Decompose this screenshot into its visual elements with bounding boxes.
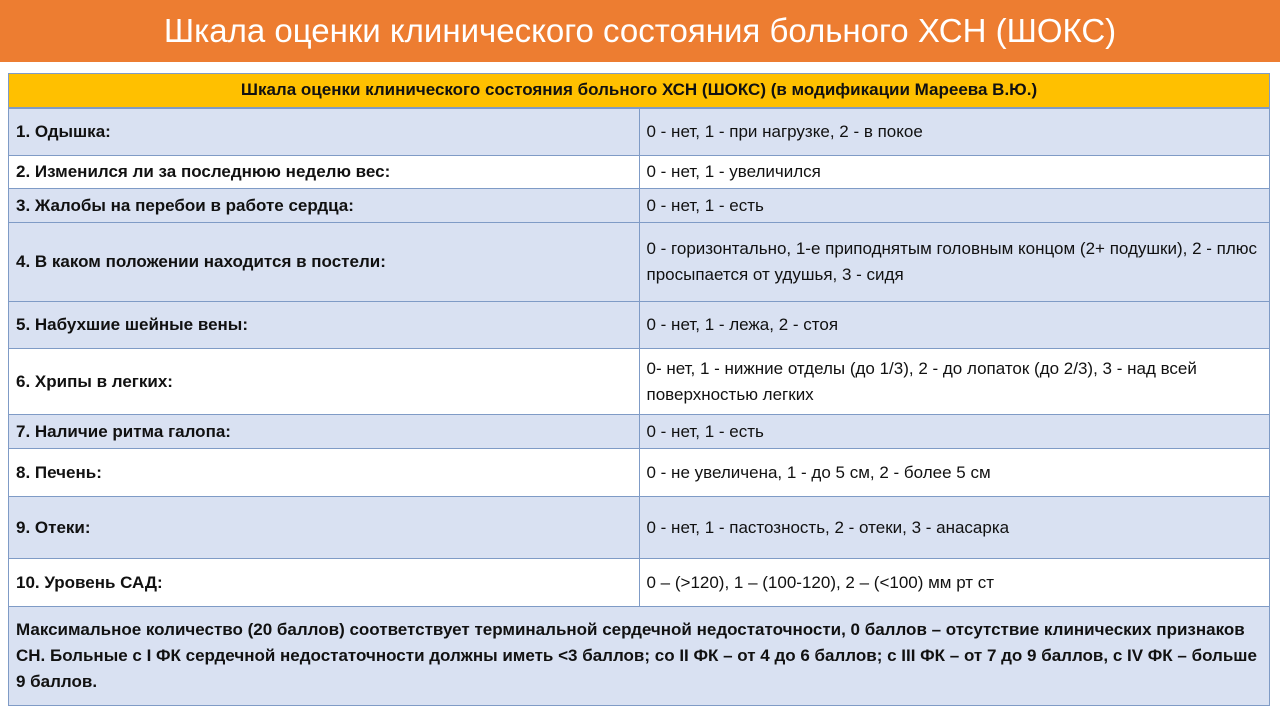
table-header: Шкала оценки клинического состояния больного ХСН (ШОКС) (в модификации Мареева В.Ю.) (9, 74, 1270, 108)
criterion-value: 0 - нет, 1 - есть (639, 415, 1270, 449)
table-row (9, 189, 1270, 223)
scale-table-container (8, 73, 1270, 706)
table-row (9, 415, 1270, 449)
table-row (9, 559, 1270, 607)
criterion-value: 0 – (>120), 1 – (100-120), 2 – (<100) мм рт ст (639, 559, 1270, 607)
table-row (9, 449, 1270, 497)
criterion-label: 3. Жалобы на перебои в работе сердца: (9, 189, 640, 223)
criterion-value: 0 - нет, 1 - пастозность, 2 - отеки, 3 - анасарка (639, 497, 1270, 559)
table-row (9, 349, 1270, 415)
table-row (9, 156, 1270, 189)
table-header-row (9, 74, 1270, 108)
table-row (9, 497, 1270, 559)
criterion-value: 0 - нет, 1 - увеличился (639, 156, 1270, 189)
scale-interpretation-note: Максимальное количество (20 баллов) соответствует терминальной сердечной недостаточности, 0 баллов – отсутствие клинических признаков СН. Больные с I ФК сердечной недостаточности должны иметь <3 баллов; со II ФК – от 4 до 6 баллов; с III ФК – от 7 до 9 баллов, с IV ФК – больше 9 баллов. (9, 607, 1270, 706)
shoks-scale-table (8, 73, 1270, 706)
page-title: Шкала оценки клинического состояния больного ХСН (ШОКС) (0, 0, 1280, 62)
criterion-label: 7. Наличие ритма галопа: (9, 415, 640, 449)
criterion-value: 0 - нет, 1 - при нагрузке, 2 - в покое (639, 108, 1270, 156)
criterion-value: 0 - не увеличена, 1 - до 5 см, 2 - более 5 см (639, 449, 1270, 497)
criterion-label: 10. Уровень САД: (9, 559, 640, 607)
criterion-label: 4. В каком положении находится в постели: (9, 223, 640, 302)
criterion-label: 8. Печень: (9, 449, 640, 497)
criterion-value: 0 - нет, 1 - есть (639, 189, 1270, 223)
criterion-label: 6. Хрипы в легких: (9, 349, 640, 415)
table-row (9, 223, 1270, 302)
criterion-value: 0 - нет, 1 - лежа, 2 - стоя (639, 302, 1270, 349)
table-footer-row (9, 607, 1270, 706)
criterion-label: 9. Отеки: (9, 497, 640, 559)
criterion-value: 0 - горизонтально, 1-е приподнятым головным концом (2+ подушки), 2 - плюс просыпается от удушья, 3 - сидя (639, 223, 1270, 302)
criterion-label: 1. Одышка: (9, 108, 640, 156)
criterion-value: 0- нет, 1 - нижние отделы (до 1/3), 2 - до лопаток (до 2/3), 3 - над всей поверхностью легких (639, 349, 1270, 415)
table-row (9, 108, 1270, 156)
criterion-label: 2. Изменился ли за последнюю неделю вес: (9, 156, 640, 189)
criterion-label: 5. Набухшие шейные вены: (9, 302, 640, 349)
table-row (9, 302, 1270, 349)
